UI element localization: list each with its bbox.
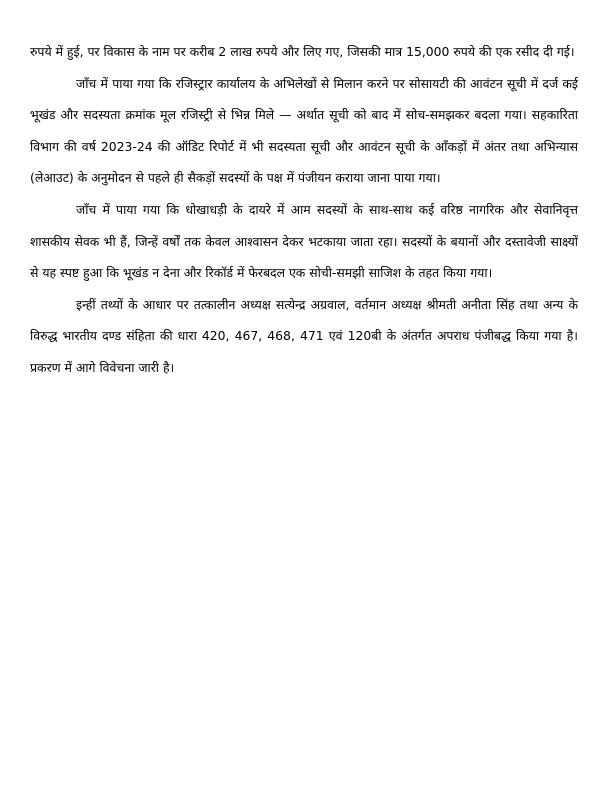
- paragraph-case-registration: इन्हीं तथ्यों के आधार पर तत्कालीन अध्यक्ष सत्येन्द्र अग्रवाल, वर्तमान अध्यक्ष श्रीमती अनीता सिंह तथा अन्य के विरुद्ध भारतीय दण्ड संहिता की धारा 420, 467, 468, 471 एवं 120बी के अंतर्गत अपराध पंजीबद्ध किया गया है। प्रकरण में आगे विवेचना जारी है।: [30, 296, 578, 375]
- paragraph-registrar-findings: जाँच में पाया गया कि रजिस्ट्रार कार्यालय के अभिलेखों से मिलान करने पर सोसायटी की आवंटन सूची में दर्ज कई भूखंड और सदस्यता क्रमांक मूल रजिस्ट्री से भिन्न मिले — अर्थात सूची को बाद में सोच-समझकर बदला गया। सहकारिता विभाग की वर्ष 2023-24 की ऑडिट रिपोर्ट में भी सदस्यता सूची और आवंटन सूची के आँकड़ों में अंतर तथा अभिन्यास (लेआउट) के अनुमोदन से पहले ही सैकड़ों सदस्यों के पक्ष में पंजीयन कराया जाना पाया गया।: [30, 75, 578, 186]
- paragraph-continuation: रुपये में हुई, पर विकास के नाम पर करीब 2 लाख रुपये और लिए गए, जिसकी मात्र 15,000 रुपये की एक रसीद दी गई।: [30, 44, 575, 59]
- paragraph-fraud-victims: जाँच में पाया गया कि धोखाधड़ी के दायरे में आम सदस्यों के साथ-साथ कई वरिष्ठ नागरिक और सेवानिवृत्त शासकीय सेवक भी हैं, जिन्हें वर्षों तक केवल आश्वासन देकर भटकाया जाता रहा। सदस्यों के बयानों और दस्तावेजी साक्ष्यों से यह स्पष्ट हुआ कि भूखंड न देना और रिकॉर्ड में फेरबदल एक सोची-समझी साजिश के तहत किया गया।: [30, 201, 578, 281]
- document-body: [30, 36, 578, 384]
